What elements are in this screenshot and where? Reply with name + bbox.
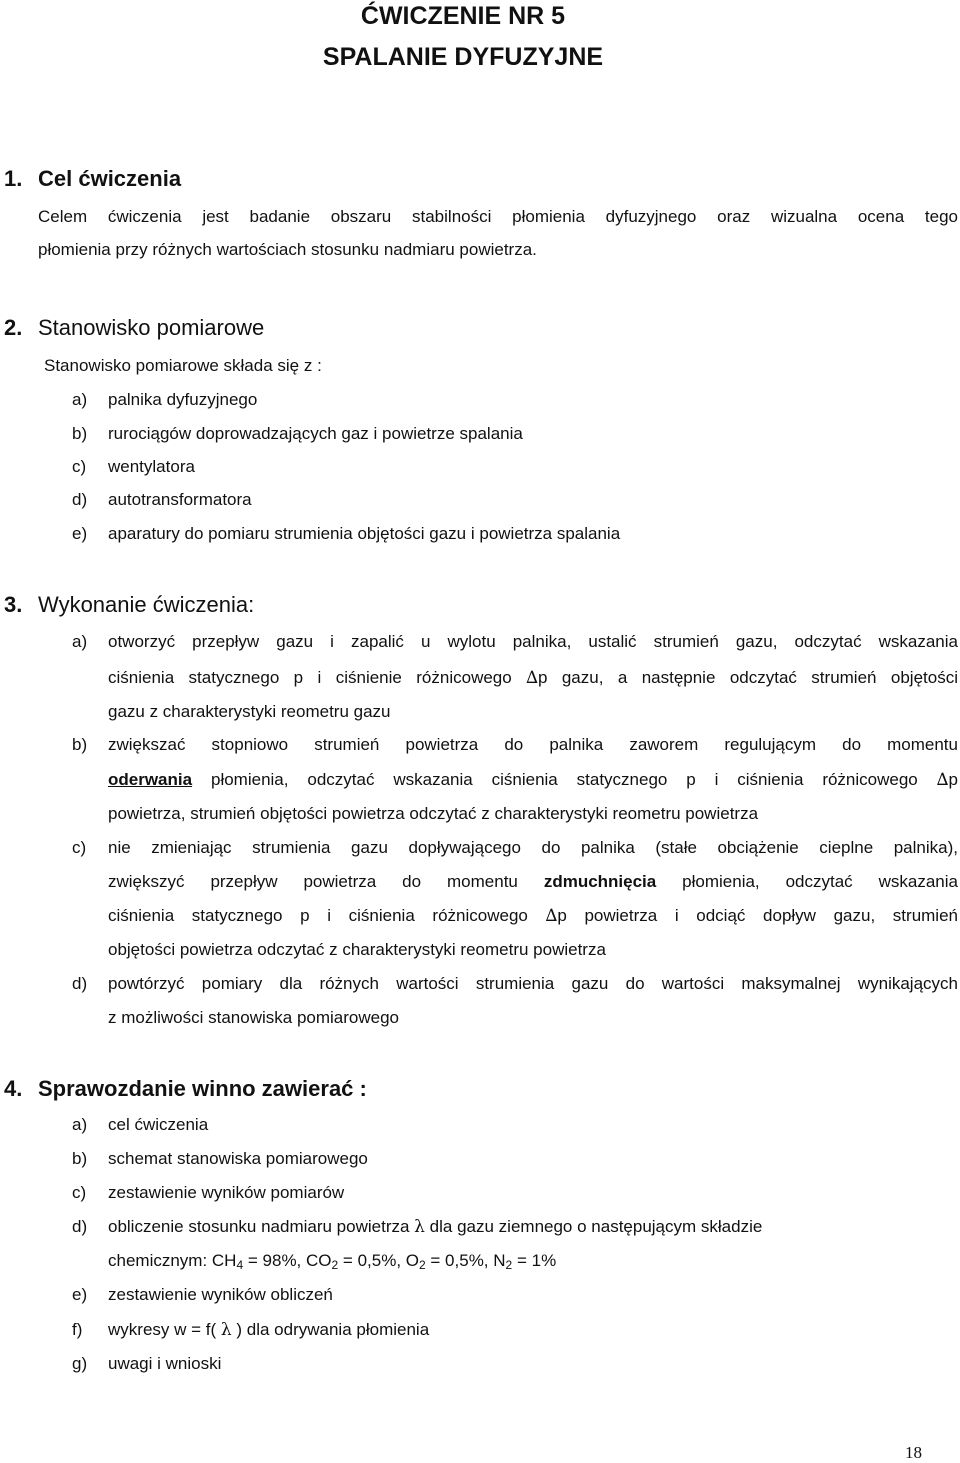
step-b-line2 — [108, 770, 958, 790]
step-c-line3 — [108, 906, 958, 926]
section-4-number: 4. — [4, 1076, 23, 1101]
section-3-heading: Wykonanie ćwiczenia: — [38, 592, 255, 617]
document-title-line1: ĆWICZENIE NR 5 — [360, 2, 566, 30]
list-item-label: d) — [72, 974, 88, 993]
n2-subscript: 2 — [505, 1258, 513, 1272]
step-c-line2-end: płomienia, odczytać wskazania — [656, 872, 958, 891]
list-item-text: schemat stanowiska pomiarowego — [108, 1149, 368, 1168]
step-c-line3-end: p powietrza i odciąć dopływ gazu, strumień — [557, 906, 958, 925]
list-item-label: b) — [72, 1149, 88, 1168]
list-item-label: a) — [72, 632, 88, 651]
section-2-heading: Stanowisko pomiarowe — [38, 315, 265, 340]
list-item-text: zestawienie wyników pomiarów — [108, 1183, 345, 1202]
composition-prefix: chemicznym: CH — [108, 1251, 237, 1270]
page-number: 18 — [905, 1443, 922, 1462]
step-c-line1: nie zmieniając strumienia gazu dopływającego do palnika (stałe obciążenie cieplne palnika), — [108, 838, 958, 857]
list-item-label: a) — [72, 1115, 88, 1134]
delta-symbol: ∆ — [936, 770, 949, 790]
step-b-line2-mid: płomienia, odczytać wskazania ciśnienia statycznego p i ciśnienia różnicowego — [192, 770, 937, 789]
n2-value: = 1% — [512, 1251, 557, 1270]
list-item-label: a) — [72, 390, 88, 409]
emphasis-zdmuchniecia: zdmuchnięcia — [543, 872, 657, 891]
step-c-line2 — [108, 872, 958, 892]
step-d-line2: z możliwości stanowiska pomiarowego — [108, 1008, 400, 1027]
delta-symbol: ∆ — [545, 906, 558, 926]
list-item-label: e) — [72, 524, 88, 543]
list-item-text: cel ćwiczenia — [108, 1115, 209, 1134]
list-item-text: uwagi i wnioski — [108, 1354, 222, 1373]
list-item-label: b) — [72, 735, 88, 754]
lambda-symbol: λ — [220, 1320, 232, 1340]
report-d-line1-start: obliczenie stosunku nadmiaru powietrza — [108, 1217, 415, 1236]
step-a-line2-start: ciśnienia statycznego p i ciśnienie różnicowego — [108, 668, 527, 687]
list-item-text: zestawienie wyników obliczeń — [108, 1285, 333, 1304]
step-c-line4: objętości powietrza odczytać z charakterystyki reometru powietrza — [108, 940, 606, 959]
report-f-end: ) dla odrywania płomienia — [231, 1320, 430, 1339]
step-a-line1: otworzyć przepływ gazu i zapalić u wylotu palnika, ustalić strumień gazu, odczytać wskazania — [108, 632, 958, 651]
list-item-label: f) — [72, 1320, 83, 1339]
section-1-paragraph-line2: płomienia przy różnych wartościach stosunku nadmiaru powietrza. — [38, 240, 537, 259]
report-d-line1-end: dla gazu ziemnego o następującym składzie — [424, 1217, 763, 1236]
step-c-line2-start: zwiększyć przepływ powietrza do momentu — [108, 872, 544, 891]
section-1-number: 1. — [4, 166, 23, 191]
report-f-start: wykresy w = f( — [108, 1320, 221, 1339]
list-item-text: wentylatora — [108, 457, 195, 476]
list-item-label: d) — [72, 1217, 88, 1236]
section-2-number: 2. — [4, 315, 23, 340]
report-f-line — [108, 1320, 429, 1340]
co2-value: = 0,5%, O — [338, 1251, 419, 1270]
section-3-number: 3. — [4, 592, 23, 617]
step-d-line1: powtórzyć pomiary dla różnych wartości strumienia gazu do wartości maksymalnej wynikających — [108, 974, 958, 993]
list-item-label: b) — [72, 424, 88, 443]
section-1-heading: Cel ćwiczenia — [38, 166, 182, 191]
step-a-line3: gazu z charakterystyki reometru gazu — [108, 702, 391, 721]
emphasis-oderwania: oderwania — [108, 770, 193, 789]
ch4-value: = 98%, CO — [243, 1251, 332, 1270]
document-title-line2: SPALANIE DYFUZYJNE — [322, 43, 604, 71]
section-1-paragraph-line1: Celem ćwiczenia jest badanie obszaru stabilności płomienia dyfuzyjnego oraz wizualna ocena tego — [38, 207, 958, 226]
o2-value: = 0,5%, N — [425, 1251, 506, 1270]
list-item-text: palnika dyfuzyjnego — [108, 390, 258, 409]
step-b-line1: zwiększać stopniowo strumień powietrza do palnika zaworem regulującym do momentu — [108, 735, 958, 754]
list-item-text: rurociągów doprowadzających gaz i powietrze spalania — [108, 424, 523, 443]
step-b-line2-end: p — [948, 770, 958, 789]
list-item-text: autotransformatora — [108, 490, 252, 509]
list-item-label: c) — [72, 1183, 87, 1202]
o2-subscript: 2 — [419, 1258, 426, 1272]
lambda-symbol: λ — [414, 1217, 425, 1237]
step-a-line2-end: p gazu, a następnie odczytać strumień objętości — [537, 668, 958, 687]
list-item-text: aparatury do pomiaru strumienia objętości gazu i powietrza spalania — [108, 524, 621, 543]
list-item-label: c) — [72, 457, 87, 476]
gas-composition — [108, 1251, 556, 1271]
list-item-label: e) — [72, 1285, 88, 1304]
step-a-line2 — [108, 668, 958, 688]
section-4-heading: Sprawozdanie winno zawierać : — [38, 1076, 367, 1101]
ch4-subscript: 4 — [236, 1258, 244, 1272]
list-item-label: g) — [72, 1354, 88, 1373]
step-b-line3: powietrza, strumień objętości powietrza odczytać z charakterystyki reometru powietrza — [108, 804, 759, 823]
report-d-line1 — [108, 1217, 762, 1237]
step-c-line3-start: ciśnienia statycznego p i ciśnienia różnicowego — [108, 906, 546, 925]
co2-subscript: 2 — [331, 1258, 339, 1272]
delta-symbol: ∆ — [526, 668, 538, 688]
list-item-label: d) — [72, 490, 88, 509]
section-2-intro: Stanowisko pomiarowe składa się z : — [44, 356, 322, 375]
list-item-label: c) — [72, 838, 87, 857]
